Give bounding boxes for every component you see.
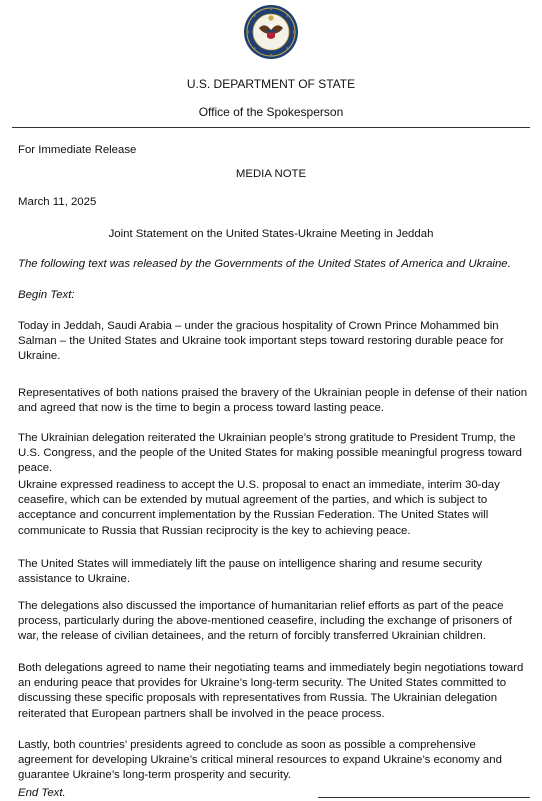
paragraph-3: The Ukrainian delegation reiterated the Ukrainian people’s strong gratitude to President Trump, the U.S. Congress, and the people of the United States for making possible meaningful progress toward peace. [18, 432, 523, 475]
header-divider [12, 127, 530, 128]
department-name: U.S. DEPARTMENT OF STATE [186, 77, 356, 91]
office-name: Office of the Spokesperson [198, 105, 344, 119]
end-text: End Text. [18, 787, 66, 799]
statement-title: Joint Statement on the United States-Ukraine Meeting in Jeddah [108, 228, 434, 240]
paragraph-4: Ukraine expressed readiness to accept the U.S. proposal to enact an immediate, interim 30-day ceasefire, which can be extended by mutual agreement of the parties, and which is subject to acceptance and concurrent implementation by the Russian Federation. The United States will communicate to Russia that Russian reciprocity is the key to achieving peace. [18, 479, 500, 537]
paragraph-5: The United States will immediately lift the pause on intelligence sharing and resume security assistance to Ukraine. [18, 558, 483, 586]
doc-type: MEDIA NOTE [235, 168, 307, 180]
release-date: March 11, 2025 [18, 196, 97, 208]
paragraph-8: Lastly, both countries’ presidents agreed to conclude as soon as possible a comprehensive agreement for developing Ukraine’s critical mineral resources to expand Ukraine’s economy and guarantee Ukraine’s long-term prosperity and security. [18, 739, 502, 782]
paragraph-1: Today in Jeddah, Saudi Arabia – under the gracious hospitality of Crown Prince Mohammed bin Salman – the United States and Ukraine took important steps toward restoring durable peace for Ukraine. [18, 320, 504, 363]
footer-divider [318, 797, 530, 798]
intro-text: The following text was released by the Governments of the United States of America and Ukraine. [18, 258, 511, 270]
department-of-state-seal-icon [243, 4, 299, 60]
paragraph-7: Both delegations agreed to name their negotiating teams and immediately begin negotiations toward an enduring peace that provides for Ukraine’s long-term security. The United States committed to discussing these specific proposals with representatives from Russia. The Ukrainian delegation reiterated that European partners shall be involved in the peace process. [18, 662, 524, 720]
paragraph-2: Representatives of both nations praised the bravery of the Ukrainian people in defense of their nation and agreed that now is the time to begin a process toward lasting peace. [18, 387, 528, 415]
paragraph-6: The delegations also discussed the importance of humanitarian relief efforts as part of the peace process, particularly during the above-mentioned ceasefire, including the exchange of prisoners of war, the release of civilian detainees, and the return of forcibly transferred Ukrainian children. [18, 600, 512, 643]
release-label: For Immediate Release [18, 144, 137, 156]
begin-text: Begin Text: [18, 289, 75, 301]
